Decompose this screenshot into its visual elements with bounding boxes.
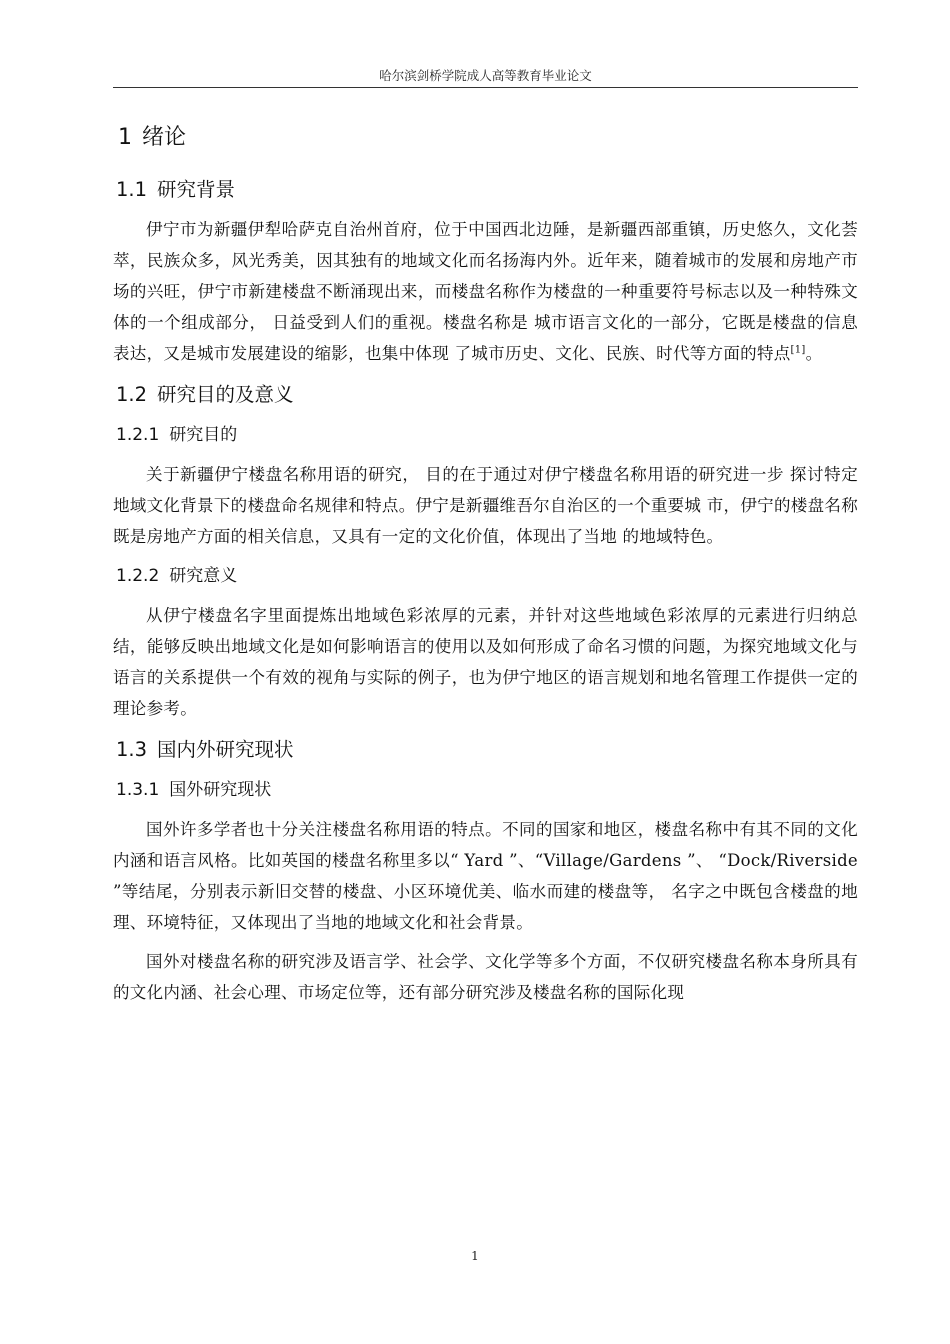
subsection-title: 研究意义 (169, 566, 238, 586)
paragraph-significance: 从伊宁楼盘名字里面提炼出地域色彩浓厚的元素，并针对这些地域色彩浓厚的元素进行归纳总结，能够反映出地域文化是如何影响语言的使用以及如何形成了命名习惯的问题，为探究地域文化与语言的关系提供一个有效的视角与实际的例子，也为伊宁地区的语言规划和地名管理工作提供一定的理论参考。 (113, 606, 858, 718)
paragraph-text: 伊宁市为新疆伊犁哈萨克自治州首府，位于中国西北边陲，是新疆西部重镇，历史悠久，文化荟萃，民族众多，风光秀美，因其独有的地域文化而名扬海内外。近年来，随着城市的发展和房地产市场的兴旺，伊宁市新建楼盘不断涌现出来，而楼盘名称作为楼盘的一种重要符号标志以及一种特殊文体的一个组成部分， 日益受到人们的重视。楼盘名称是 城市语言文化的一部分，它既是楼盘的信息表达，又是城市发展建设的缩影，也集中体现 了城市历史、文化、民族、时代等方面的特点 (113, 220, 858, 363)
chapter-title: 绪论 (142, 125, 187, 150)
subsection-heading-1-2-1 (116, 419, 858, 451)
page-number: 1 (471, 1249, 479, 1263)
subsection-title: 研究目的 (169, 425, 238, 445)
subsection-number: 1.2.1 (116, 425, 160, 445)
section-heading-1-3 (116, 732, 858, 768)
section-title: 研究目的及意义 (157, 383, 294, 406)
section-number: 1.2 (116, 383, 148, 406)
paragraph-background (113, 214, 858, 369)
section-heading-1-1 (116, 172, 858, 208)
document-body (113, 118, 858, 1016)
subsection-heading-1-3-1 (116, 774, 858, 806)
subsection-number: 1.3.1 (116, 780, 160, 800)
section-number: 1.3 (116, 738, 148, 761)
paragraph-purpose: 关于新疆伊宁楼盘名称用语的研究， 目的在于通过对伊宁楼盘名称用语的研究进一步 探讨特定地域文化背景下的楼盘命名规律和特点。伊宁是新疆维吾尔自治区的一个重要城 市，伊宁的楼盘名称既是房地产方面的相关信息，又具有一定的文化价值，体现出了当地 的地域特色。 (113, 465, 858, 546)
page-header: 哈尔滨剑桥学院成人高等教育毕业论文 (379, 68, 592, 83)
paragraph-foreign-research-1: 国外许多学者也十分关注楼盘名称用语的特点。不同的国家和地区，楼盘名称中有其不同的文化内涵和语言风格。比如英国的楼盘名称里多以“ Yard ”、“Village/Gardens ”、 “Dock/Riverside ”等结尾，分别表示新旧交替的楼盘、小区环境优美、临水而建的楼盘等， 名字之中既包含楼盘的地理、环境特征，又体现出了当地的地域文化和社会背景。 (113, 820, 858, 932)
section-title: 国内外研究现状 (157, 738, 294, 761)
header-divider (113, 87, 858, 88)
paragraph-end: 。 (805, 344, 823, 363)
paragraph-foreign-research-2: 国外对楼盘名称的研究涉及语言学、社会学、文化学等多个方面，不仅研究楼盘名称本身所具有的文化内涵、社会心理、市场定位等，还有部分研究涉及楼盘名称的国际化现 (113, 952, 858, 1002)
chapter-heading (118, 118, 858, 158)
subsection-heading-1-2-2 (116, 560, 858, 592)
subsection-number: 1.2.2 (116, 566, 160, 586)
subsection-title: 国外研究现状 (169, 780, 272, 800)
chapter-number: 1 (118, 125, 132, 150)
citation-ref: [1] (790, 344, 806, 356)
section-title: 研究背景 (157, 178, 236, 201)
section-number: 1.1 (116, 178, 148, 201)
section-heading-1-2 (116, 377, 858, 413)
